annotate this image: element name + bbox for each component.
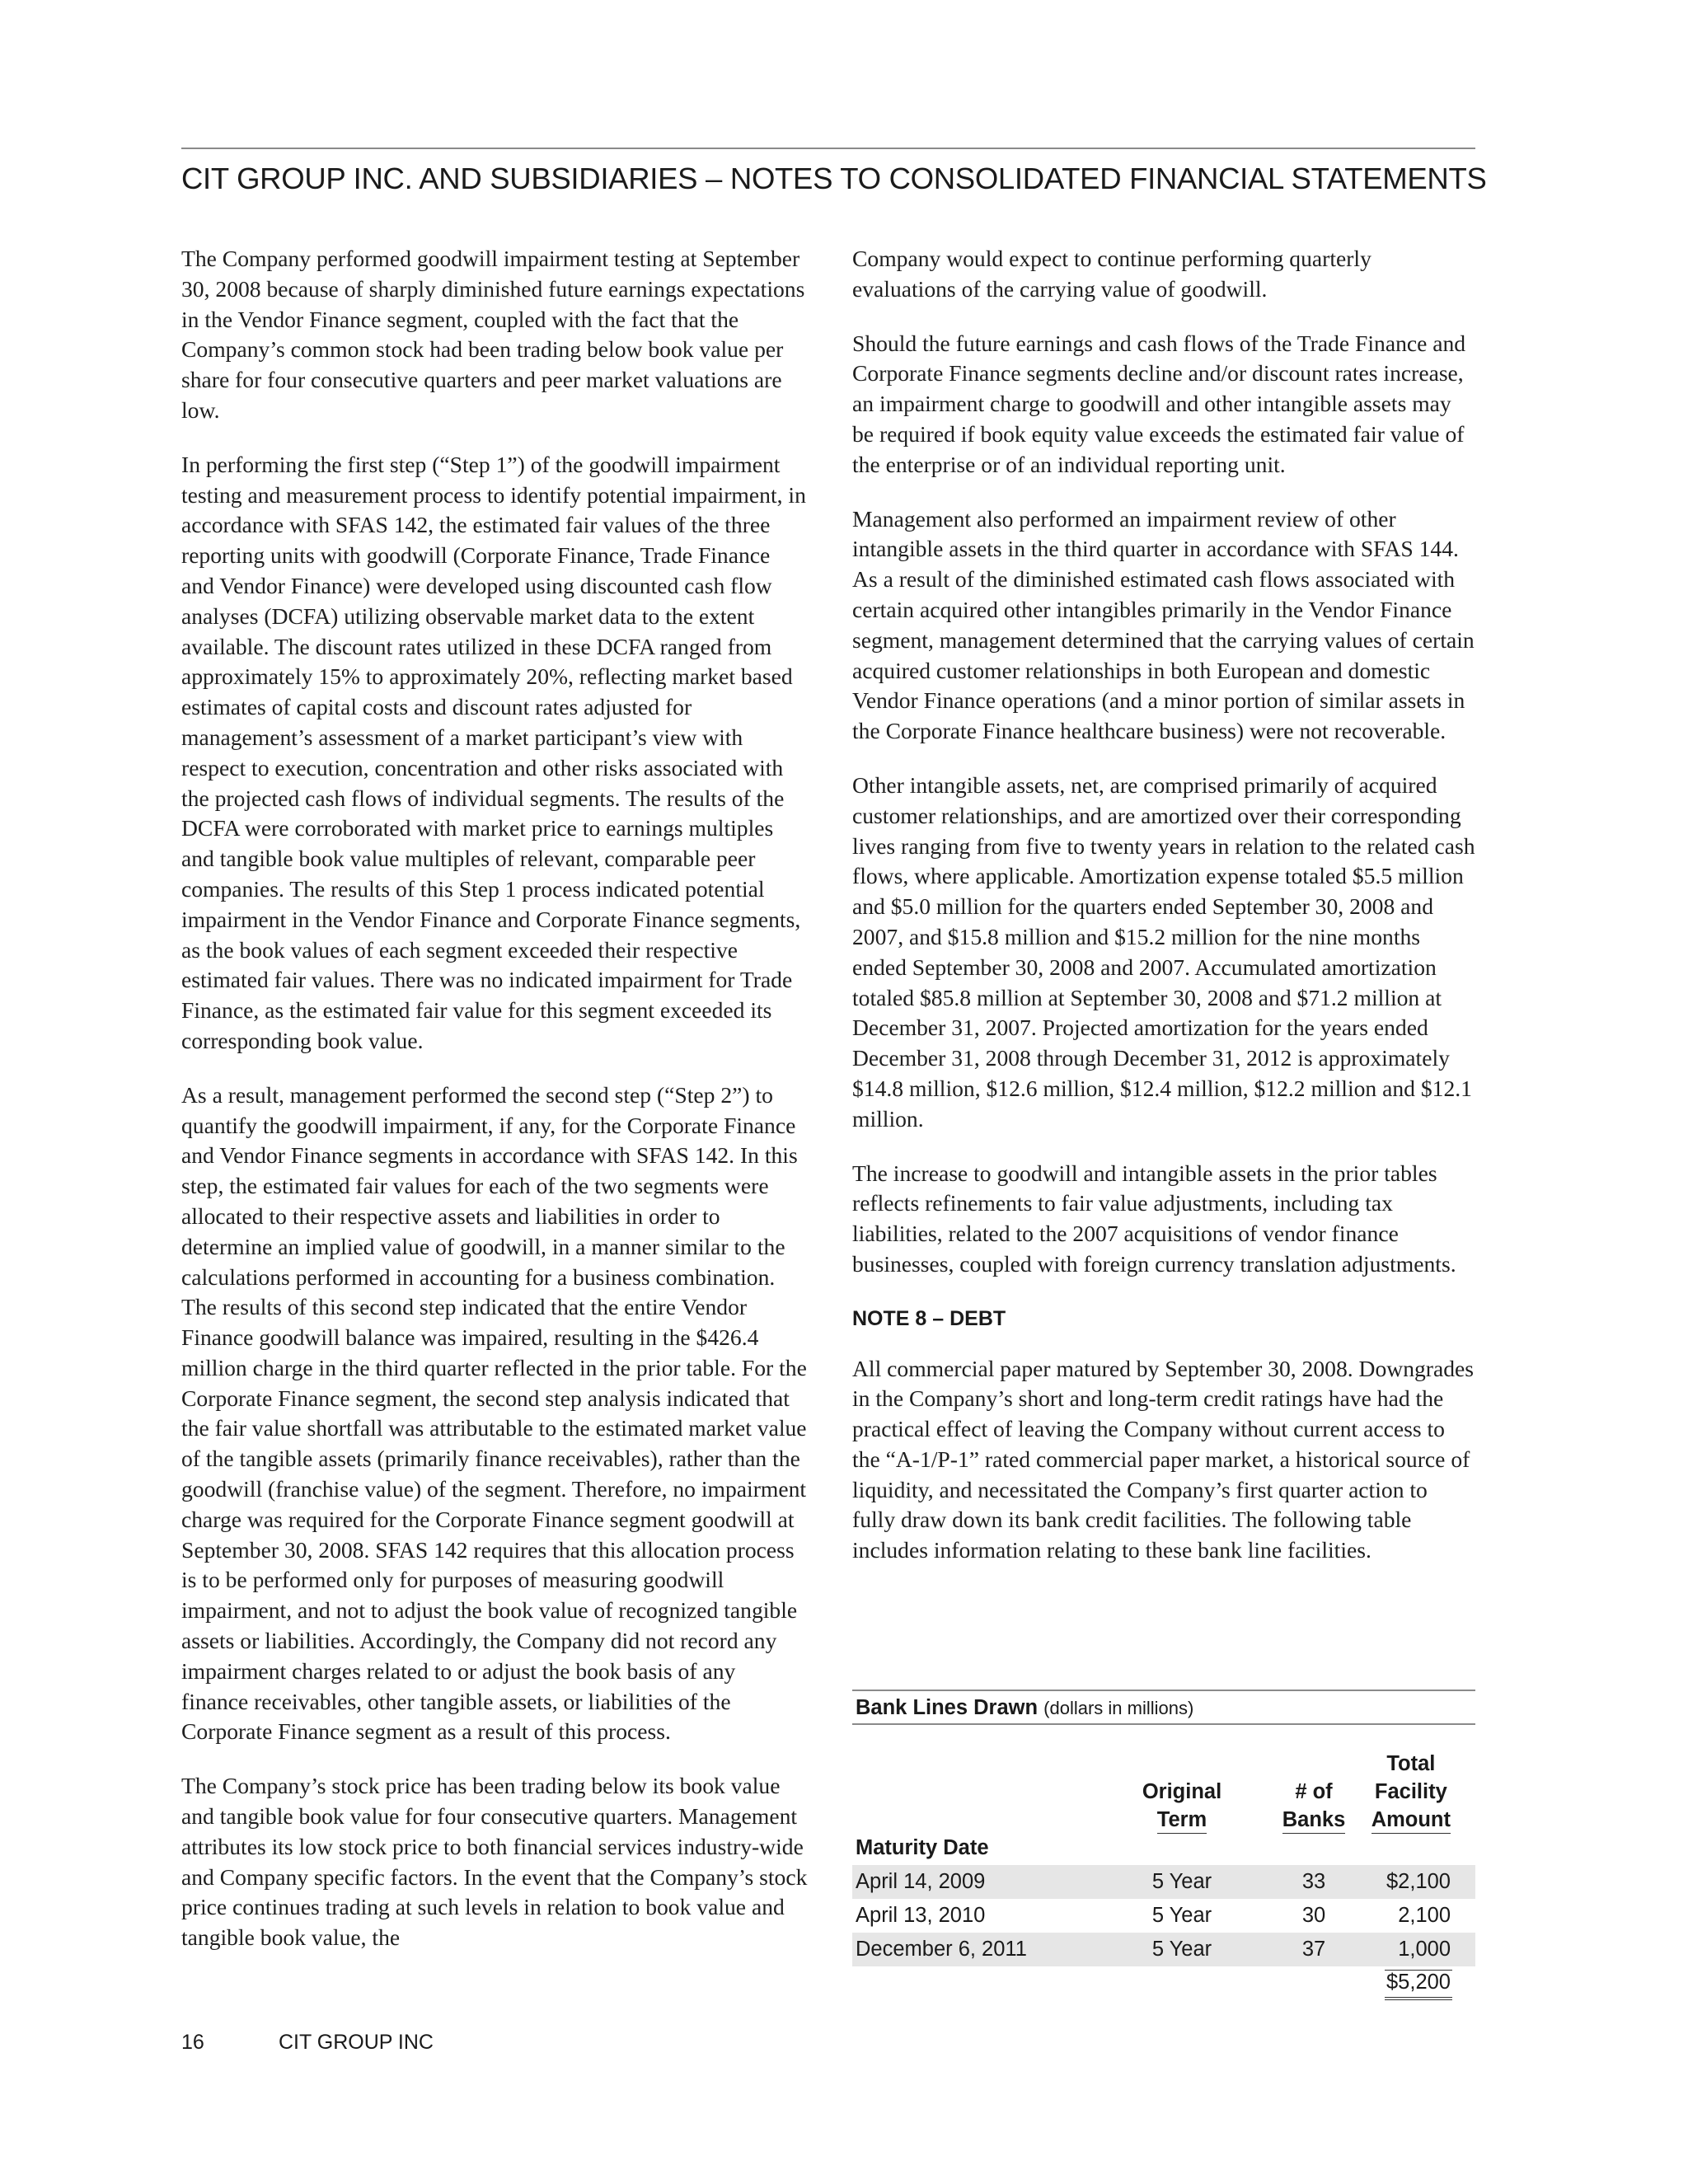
paragraph: As a result, management performed the second step (“Step 2”) to quantify the goodwill impairment, if any, for the Corporate Finance and Vendor Finance segments in accordance with SFAS 142. In this step, the estimated fair values for each of the two segments were allocated to their respective assets and liabilities in order to determine an implied value of goodwill, in a manner similar to the calculations performed in accounting for a business combination. The results of this second step indicated that the entire Vendor Finance goodwill balance was impaired, resulting in the $426.4 million charge in the third quarter reflected in the prior table. For the Corporate Finance segment, the second step analysis indicated that the fair value shortfall was attributable to the estimated market value of the tangible assets (primarily finance receivables), rather than the goodwill (franchise value) of the segment. Therefore, no impairment charge was required for the Corporate Finance segment goodwill at September 30, 2008. SFAS 142 requires that this allocation process is to be performed only for purposes of measuring goodwill impairment, and not to adjust the book value of recognized tangible assets or liabilities. Accordingly, the Company did not record any impairment charges related to or adjust the book basis of any finance receivables, other tangible assets, or liabilities of the Corporate Finance segment as a result of this process.: [181, 1081, 807, 1745]
header-banks-line1: # of: [1295, 1780, 1333, 1803]
paragraph: In performing the first step (“Step 1”) of the goodwill impairment testing and measurement process to identify potential impairment, in accordance with SFAS 142, the estimated fair values of the three reporting units with goodwill (Corporate Finance, Trade Finance and Vendor Finance) were developed using discounted cash flow analyses (DCFA) utilizing observable market data to the extent available. The discount rates utilized in these DCFA ranged from approximately 15% to approximately 20%, reflecting market based estimates of capital costs and discount rates adjusted for management’s assessment of a market participant’s view with respect to execution, concentration and other risks associated with the projected cash flows of individual segments. The results of the DCFA were corroborated with market price to earnings multiples and tangible book value multiples of relevant, comparable peer companies. The results of this Step 1 process indicated potential impairment in the Vendor Finance and Corporate Finance segments, as the book values of each segment exceeded their respective estimated fair values. There was no indicated impairment for Trade Finance, as the estimated fair value for this segment exceeded its corresponding book value.: [181, 451, 806, 1053]
table-row: [852, 1865, 1475, 1899]
page-title: CIT GROUP INC. AND SUBSIDIARIES – NOTES TO CONSOLIDATED FINANCIAL STATEMENTS: [181, 162, 1487, 195]
header-maturity-date: Maturity Date: [856, 1836, 989, 1859]
table-units: (dollars in millions): [1043, 1698, 1194, 1718]
paragraph: The Company performed goodwill impairment testing at September 30, 2008 because of sharply diminished future earnings expectations in the Vendor Finance segment, coupled with the fact that the Company’s common stock had been trading below book value per share for four consecutive quarters and peer market valuations are low.: [181, 246, 805, 423]
paragraph: Management also performed an impairment review of other intangible assets in the third quarter in accordance with SFAS 144. As a result of the diminished estimated cash flows associated with certain acquired other intangibles primarily in the Vendor Finance segment, management determined that the carrying values of certain acquired customer relationships in both European and domestic Vendor Finance operations (and a minor portion of similar assets in the Corporate Finance healthcare business) were not recoverable.: [852, 505, 1475, 744]
paragraph: The increase to goodwill and intangible assets in the prior tables reflects refinements to fair value adjustments, including tax liabilities, related to the 2007 acquisitions of vendor finance businesses, coupled with foreign currency translation adjustments.: [852, 1160, 1456, 1277]
paragraph: Should the future earnings and cash flows of the Trade Finance and Corporate Finance segments decline and/or discount rates increase, an impairment charge to goodwill and other intangible assets may be required if book equity value exceeds the estimated fair value of the enterprise or of an individual reporting unit.: [852, 330, 1466, 477]
header-original-term: [1100, 1778, 1264, 1834]
right-column: [852, 244, 1475, 1566]
header-total-facility-amount: [1372, 1750, 1451, 1834]
cell-maturity: April 13, 2010: [856, 1904, 986, 1927]
table-row: [852, 1933, 1475, 1966]
header-rule: [181, 148, 1475, 149]
left-column: [181, 244, 808, 1953]
note-heading: NOTE 8 – DEBT: [852, 1306, 1006, 1330]
table-header: [852, 1725, 1475, 1865]
cell-term: 5 Year: [1151, 1938, 1212, 1961]
cell-banks: 30: [1301, 1904, 1326, 1927]
cell-term: 5 Year: [1151, 1870, 1212, 1893]
table-title: [852, 1691, 1475, 1723]
paragraph: Other intangible assets, net, are comprised primarily of acquired customer relationships, and are amortized over their corresponding lives ranging from five to twenty years in relation to the related cash flows, where applicable. Amortization expense totaled $5.5 million and $5.0 million for the quarters ended September 30, 2008 and 2007, and $15.8 million and $15.2 million for the nine months ended September 30, 2008 and 2007. Accumulated amortization totaled $85.8 million at September 30, 2008 and $71.2 million at December 31, 2007. Projected amortization for the years ended December 31, 2008 through December 31, 2012 is approximately $14.8 million, $12.6 million, $12.4 million, $12.2 million and $12.1 million.: [852, 771, 1475, 1132]
page-number: 16: [181, 2031, 204, 2054]
header-num-banks: [1248, 1778, 1380, 1834]
table-row: [852, 1899, 1475, 1933]
cell-banks: 37: [1301, 1938, 1326, 1961]
header-term-line2: Term: [1157, 1808, 1207, 1834]
paragraph: All commercial paper matured by September 30, 2008. Downgrades in the Company’s short and long-term credit ratings have had the practical effect of leaving the Company without current access to the “A-1/P-1” rated commercial paper market, a historical source of liquidity, and necessitated the Company’s first quarter action to fully draw down its bank credit facilities. The following table includes information relating to these bank line facilities.: [852, 1355, 1475, 1563]
header-amount-line2: Facility: [1374, 1780, 1447, 1803]
header-term-line1: Original: [1142, 1780, 1222, 1803]
cell-maturity: December 6, 2011: [856, 1938, 1027, 1961]
header-amount-line1: Total: [1386, 1752, 1436, 1775]
cell-maturity: April 14, 2009: [856, 1870, 986, 1893]
total-amount: $5,200: [1385, 1970, 1452, 2000]
bank-lines-table: [852, 1690, 1475, 2008]
paragraph: Company would expect to continue performing quarterly evaluations of the carrying value of goodwill.: [852, 246, 1372, 302]
cell-amount: 2,100: [1398, 1904, 1451, 1927]
cell-amount: $2,100: [1386, 1870, 1451, 1893]
cell-banks: 33: [1301, 1870, 1326, 1893]
header-banks-line2: Banks: [1282, 1808, 1346, 1834]
table-total-row: [852, 1966, 1475, 2008]
header-amount-line3: Amount: [1372, 1808, 1451, 1834]
paragraph: The Company’s stock price has been trading below its book value and tangible book value for four consecutive quarters. Management attributes its low stock price to both financial services industry-wide and Company specific factors. In the event that the Company’s stock price continues trading at such levels in relation to book value and tangible book value, the: [181, 1773, 808, 1951]
cell-amount: 1,000: [1398, 1938, 1451, 1961]
footer-company-name: CIT GROUP INC: [279, 2031, 434, 2054]
cell-term: 5 Year: [1151, 1904, 1212, 1927]
table-title-text: Bank Lines Drawn: [856, 1696, 1039, 1719]
